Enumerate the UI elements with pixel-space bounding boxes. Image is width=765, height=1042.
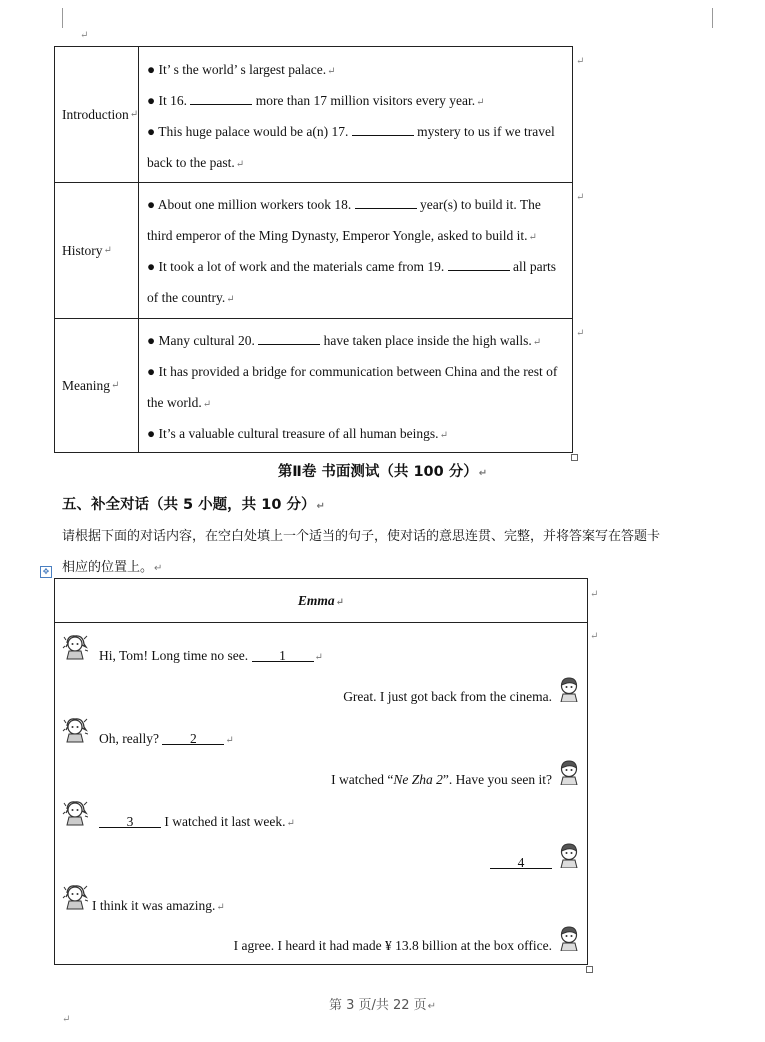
blank-18[interactable] <box>355 196 417 209</box>
dialogue-line-8: I agree. I heard it had made ¥ 13.8 billion at the box office. <box>233 938 552 953</box>
emma-avatar-icon <box>62 884 88 910</box>
tom-avatar-icon <box>556 676 582 702</box>
row-label: Introduction <box>62 106 129 122</box>
dialogue-line-2: Great. I just got back from the cinema. <box>343 689 552 704</box>
dialogue-line-4: I watched “Ne Zha 2”. Have you seen it? <box>331 772 552 787</box>
tom-avatar-icon <box>556 925 582 951</box>
dialogue-line-1: Hi, Tom! Long time no see. 1 ↵ <box>99 648 323 663</box>
tom-avatar-icon <box>556 759 582 785</box>
section-title: 五、补全对话（共 5 小题，共 10 分）↵ <box>62 497 325 513</box>
dialogue-line-7: I think it was amazing.↵ <box>92 898 225 913</box>
row-label: History <box>62 242 103 258</box>
emma-avatar-icon <box>62 800 88 826</box>
info-table <box>54 46 573 453</box>
blank-19[interactable] <box>448 258 510 271</box>
emma-avatar-icon <box>62 634 88 660</box>
blank-2[interactable]: 2 <box>162 732 224 745</box>
emma-avatar-icon <box>62 717 88 743</box>
dialogue-line-3: Oh, really? 2 ↵ <box>99 731 234 746</box>
table-row-history: History ↵ ● About one million workers took 18. year(s) to build it. The third emperor of the Ming Dynasty, Emperor Yongle, asked to build it.↵ ● It took a lot of work and the materials came from 19. all parts of the country.↵ <box>55 183 572 319</box>
blank-4[interactable]: 4 <box>490 856 552 869</box>
dialogue-line-5: 3 I watched it last week.↵ <box>99 814 295 830</box>
table-row-meaning: Meaning ↵ ● Many cultural 20. have taken place inside the high walls.↵ ● It has provided a bridge for communication between China and the rest of the world.↵ ● It’s a valuable cultural treasure of all human beings.↵ <box>55 319 572 452</box>
blank-17[interactable] <box>352 123 414 136</box>
part-title: 第Ⅱ卷 书面测试（共 100 分）↵ <box>277 464 488 480</box>
page-footer: 第 3 页/共 22 页↵ <box>328 998 437 1013</box>
paragraph-mark: ↵ <box>80 30 89 41</box>
table-resize-handle[interactable] <box>586 966 593 973</box>
blank-1[interactable]: 1 <box>252 649 314 662</box>
dialogue-header: Emma↵ <box>55 579 587 623</box>
blank-16[interactable] <box>190 92 252 105</box>
tom-avatar-icon <box>556 842 582 868</box>
table-move-handle-icon[interactable]: ✥ <box>40 566 52 578</box>
page-corner-mark-right <box>712 8 713 28</box>
blank-3[interactable]: 3 <box>99 815 161 828</box>
table-row-introduction: Introduction ↵ ● It’ s the world’ s largest palace.↵ ● It 16. more than 17 million visitors every year.↵ ● This huge palace would be a(n) 17. mystery to us if we travel back to the past.↵ <box>55 47 572 183</box>
row-label: Meaning <box>62 377 110 393</box>
instructions-line-2: 相应的位置上。↵ <box>62 560 163 575</box>
blank-20[interactable] <box>258 332 320 345</box>
dialogue-line-6 <box>490 855 552 871</box>
instructions-line-1: 请根据下面的对话内容，在空白处填上一个适当的句子，使对话的意思连贯、完整，并将答案写在答题卡 <box>62 529 661 544</box>
page-corner-mark-left <box>62 8 63 28</box>
